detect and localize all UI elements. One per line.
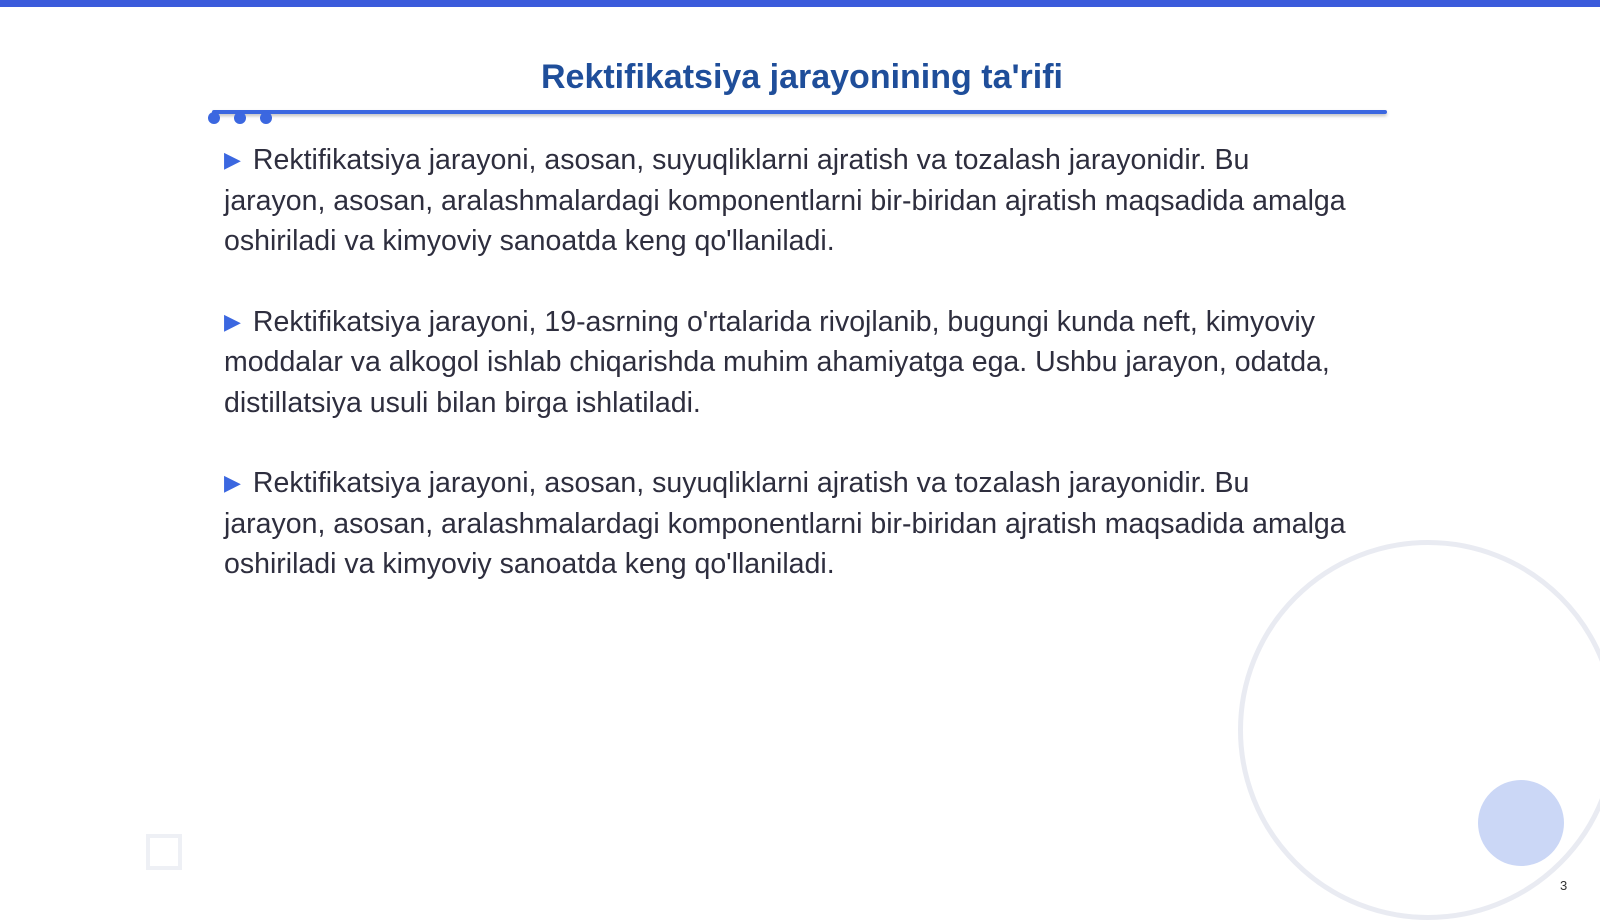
top-accent-bar (0, 0, 1600, 7)
paragraph-text: Rektifikatsiya jarayoni, asosan, suyuqliklarni ajratish va tozalash jarayonidir. Bu jarayon, asosan, aralashmalardagi komponentlarni bir-biridan ajratish maqsadida amalga oshiriladi va kimyoviy sanoatda keng qo'llaniladi. (224, 467, 1346, 580)
decorative-dot (208, 112, 220, 124)
bullet-paragraph (224, 302, 1354, 424)
decorative-square (146, 834, 182, 870)
decorative-circle (1478, 780, 1564, 866)
slide-title: Rektifikatsiya jarayonining ta'rifi (540, 58, 1064, 96)
decorative-ring (1238, 540, 1600, 920)
paragraph-text: Rektifikatsiya jarayoni, asosan, suyuqliklarni ajratish va tozalash jarayonidir. Bu jarayon, asosan, aralashmalardagi komponentlarni bir-biridan ajratish maqsadida amalga oshiriladi va kimyoviy sanoatda keng qo'llaniladi. (224, 144, 1346, 257)
slide-body (224, 140, 1354, 625)
triangle-bullet-icon: ▶ (224, 470, 241, 495)
bullet-paragraph (224, 463, 1354, 585)
triangle-bullet-icon: ▶ (224, 147, 241, 172)
decorative-dot (260, 112, 272, 124)
title-underline (212, 110, 1387, 114)
page-number: 3 (1560, 878, 1568, 893)
paragraph-text: Rektifikatsiya jarayoni, 19-asrning o'rtalarida rivojlanib, bugungi kunda neft, kimyoviy moddalar va alkogol ishlab chiqarishda muhim ahamiyatga ega. Ushbu jarayon, odatda, distillatsiya usuli bilan birga ishlatiladi. (224, 305, 1330, 419)
triangle-bullet-icon: ▶ (224, 308, 241, 334)
decorative-dot (234, 112, 246, 124)
bullet-paragraph (224, 140, 1354, 262)
